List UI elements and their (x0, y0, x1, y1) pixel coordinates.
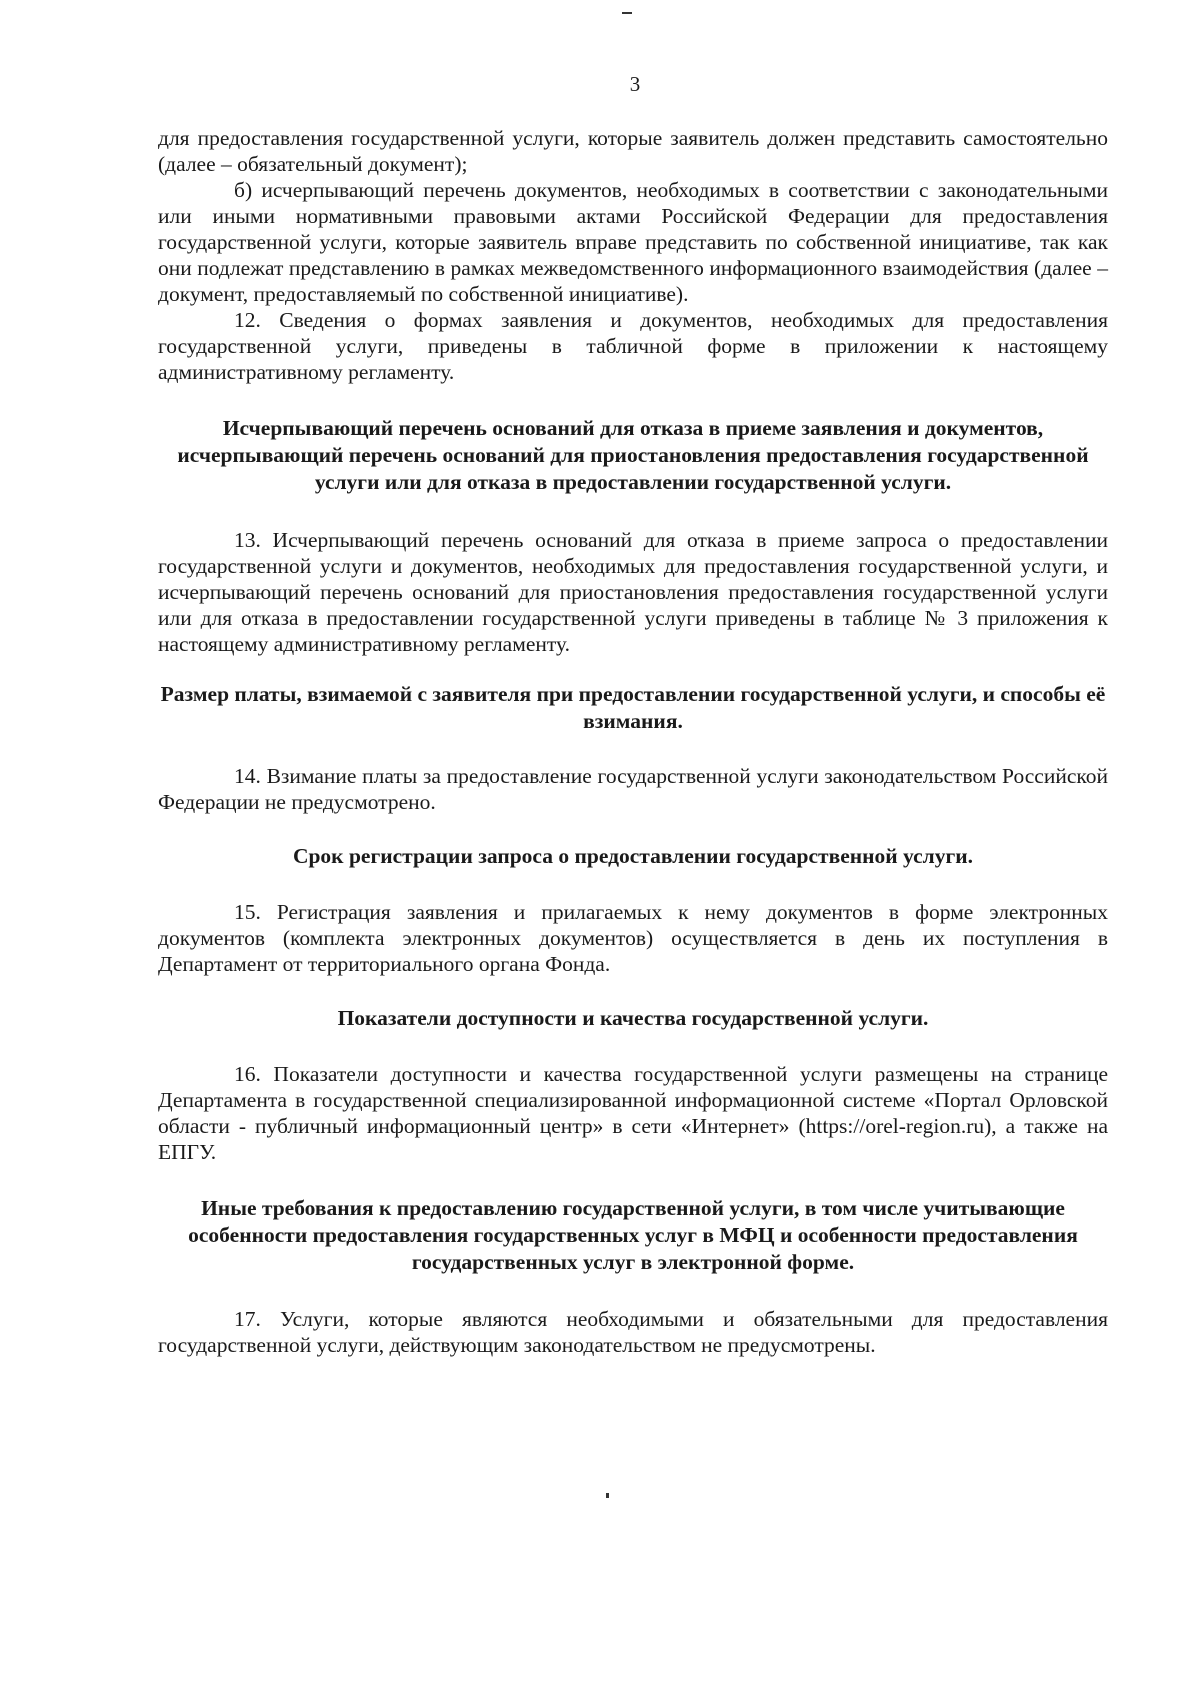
paragraph-12-forms: 12. Сведения о формах заявления и документов, необходимых для предоставления государственной услуги, приведены в табличной форме в приложении к настоящему административному регламенту. (158, 308, 1108, 384)
document-body (158, 125, 1108, 1358)
paragraph-17-services: 17. Услуги, которые являются необходимыми и обязательными для предоставления государственной услуги, действующим законодательством не предусмотрены. (158, 1307, 1108, 1357)
paragraph-16-indicators: 16. Показатели доступности и качества государственной услуги размещены на странице Департамента в государственной специализированной информационной системе «Портал Орловской области - публичный информационный центр» в сети «Интернет» (https://orel-region.ru), а также на ЕПГУ. (158, 1062, 1108, 1164)
heading-refusal-grounds: Исчерпывающий перечень оснований для отказа в приеме заявления и документов, исчерпывающий перечень оснований для приостановления предоставления государственной услуги или для отказа в предоставлении государственной услуги. (177, 416, 1089, 494)
heading-quality-indicators: Показатели доступности и качества государственной услуги. (337, 1006, 929, 1030)
heading-fee: Размер платы, взимаемой с заявителя при предоставлении государственной услуги, и способы её взимания. (160, 682, 1106, 733)
heading-other-requirements: Иные требования к предоставлению государственной услуги, в том числе учитывающие особенности предоставления государственных услуг в МФЦ и особенности предоставления государственных услуг в электронной форме. (188, 1196, 1078, 1274)
page-number: 3 (629, 72, 641, 96)
scan-mark (622, 12, 632, 14)
paragraph-13-refusal: 13. Исчерпывающий перечень оснований для отказа в приеме запроса о предоставлении государственной услуги и документов, необходимых для предоставления государственной услуги, и исчерпывающий перечень оснований для приостановления предоставления государственной услуги или для отказа в предоставлении государственной услуги приведены в таблице № 3 приложения к настоящему административному регламенту. (158, 528, 1108, 656)
heading-registration-term: Срок регистрации запроса о предоставлении государственной услуги. (292, 844, 974, 868)
paragraph-15-registration: 15. Регистрация заявления и прилагаемых к нему документов в форме электронных документов (комплекта электронных документов) осуществляется в день их поступления в Департамент от территориального органа Фонда. (158, 900, 1108, 976)
paragraph-doc-optional: б) исчерпывающий перечень документов, необходимых в соответствии с законодательными или иными нормативными правовыми актами Российской Федерации для предоставления государственной услуги, которые заявитель вправе представить по собственной инициативе, так как они подлежат представлению в рамках межведомственного информационного взаимодействия (далее – документ, предоставляемый по собственной инициативе). (158, 178, 1108, 306)
paragraph-doc-required: для предоставления государственной услуги, которые заявитель должен представить самостоятельно (далее – обязательный документ); (158, 126, 1108, 176)
scan-mark (606, 1493, 609, 1498)
paragraph-14-fee: 14. Взимание платы за предоставление государственной услуги законодательством Российской Федерации не предусмотрено. (158, 764, 1108, 814)
